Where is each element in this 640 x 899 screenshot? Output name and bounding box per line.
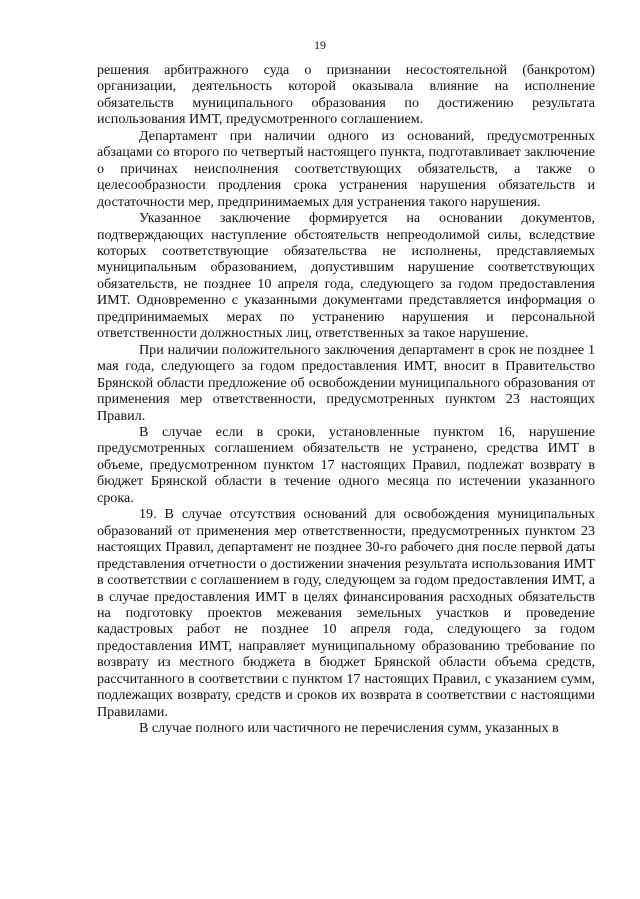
paragraph-7: В случае полного или частичного не перечисления сумм, указанных в — [139, 720, 559, 737]
page-number: 19 — [314, 38, 326, 52]
paragraph-4: При наличии положительного заключения департамент в срок не позднее 1 мая года, следующего за годом предоставления ИМТ, вносит в Правительство Брянской области предложение об освобождении муниципального образования от применения мер ответственности, предусмотренных пунктом 23 настоящих Правил. — [97, 341, 595, 424]
paragraph-1: решения арбитражного суда о признании несостоятельной (банкротом) организации, деятельность которой оказывала влияние на исполнение обязательств муниципального образования по достижению результата использования ИМТ, предусмотренного соглашением. — [97, 62, 595, 128]
paragraph-6: 19. В случае отсутствия оснований для освобождения муниципальных образований от применения мер ответственности, предусмотренных пунктом 23 настоящих Правил, департамент не позднее 30-го рабочего дня после первой даты представления отчетности о достижении значения результата использования ИМТ в соответствии с соглашением в году, следующем за годом предоставления ИМТ, а в случае предоставления ИМТ в целях финансирования расходных обязательств на подготовку проектов межевания земельных участков и проведение кадастровых работ не позднее 10 апреля года, следующего за годом предоставления ИМТ, направляет муниципальному образованию требование по возврату из местного бюджета в бюджет Брянской области объема средств, рассчитанного в соответствии с пунктом 17 настоящих Правил, с указанием сумм, подлежащих возврату, средств и сроков их возврата в соответствии с настоящими Правилами. — [97, 506, 595, 720]
paragraph-3: Указанное заключение формируется на основании документов, подтверждающих наступление обстоятельств непреодолимой силы, вследствие которых соответствующие обязательства не исполнены, представляемых муниципальным образованием, допустившим нарушение соответствующих обязательств, не позднее 10 апреля года, следующего за годом предоставления ИМТ. Одновременно с указанными документами представляется информация о предпринимаемых мерах по устранению нарушения и персональной ответственности должностных лиц, ответственных за такое нарушение. — [97, 210, 595, 342]
paragraph-2: Департамент при наличии одного из оснований, предусмотренных абзацами со второго по четвертый настоящего пункта, подготавливает заключение о причинах неисполнения соответствующих обязательств, а также о целесообразности продления срока устранения нарушения обязательств и достаточности мер, предпринимаемых для устранения такого нарушения. — [97, 127, 595, 210]
body-text — [97, 62, 595, 737]
paragraph-5: В случае если в сроки, установленные пунктом 16, нарушение предусмотренных соглашением обязательств не устранено, средства ИМТ в объеме, предусмотренном пунктом 17 настоящих Правил, подлежат возврату в бюджет Брянской области в течение одного месяца по истечении указанного срока. — [97, 423, 595, 506]
